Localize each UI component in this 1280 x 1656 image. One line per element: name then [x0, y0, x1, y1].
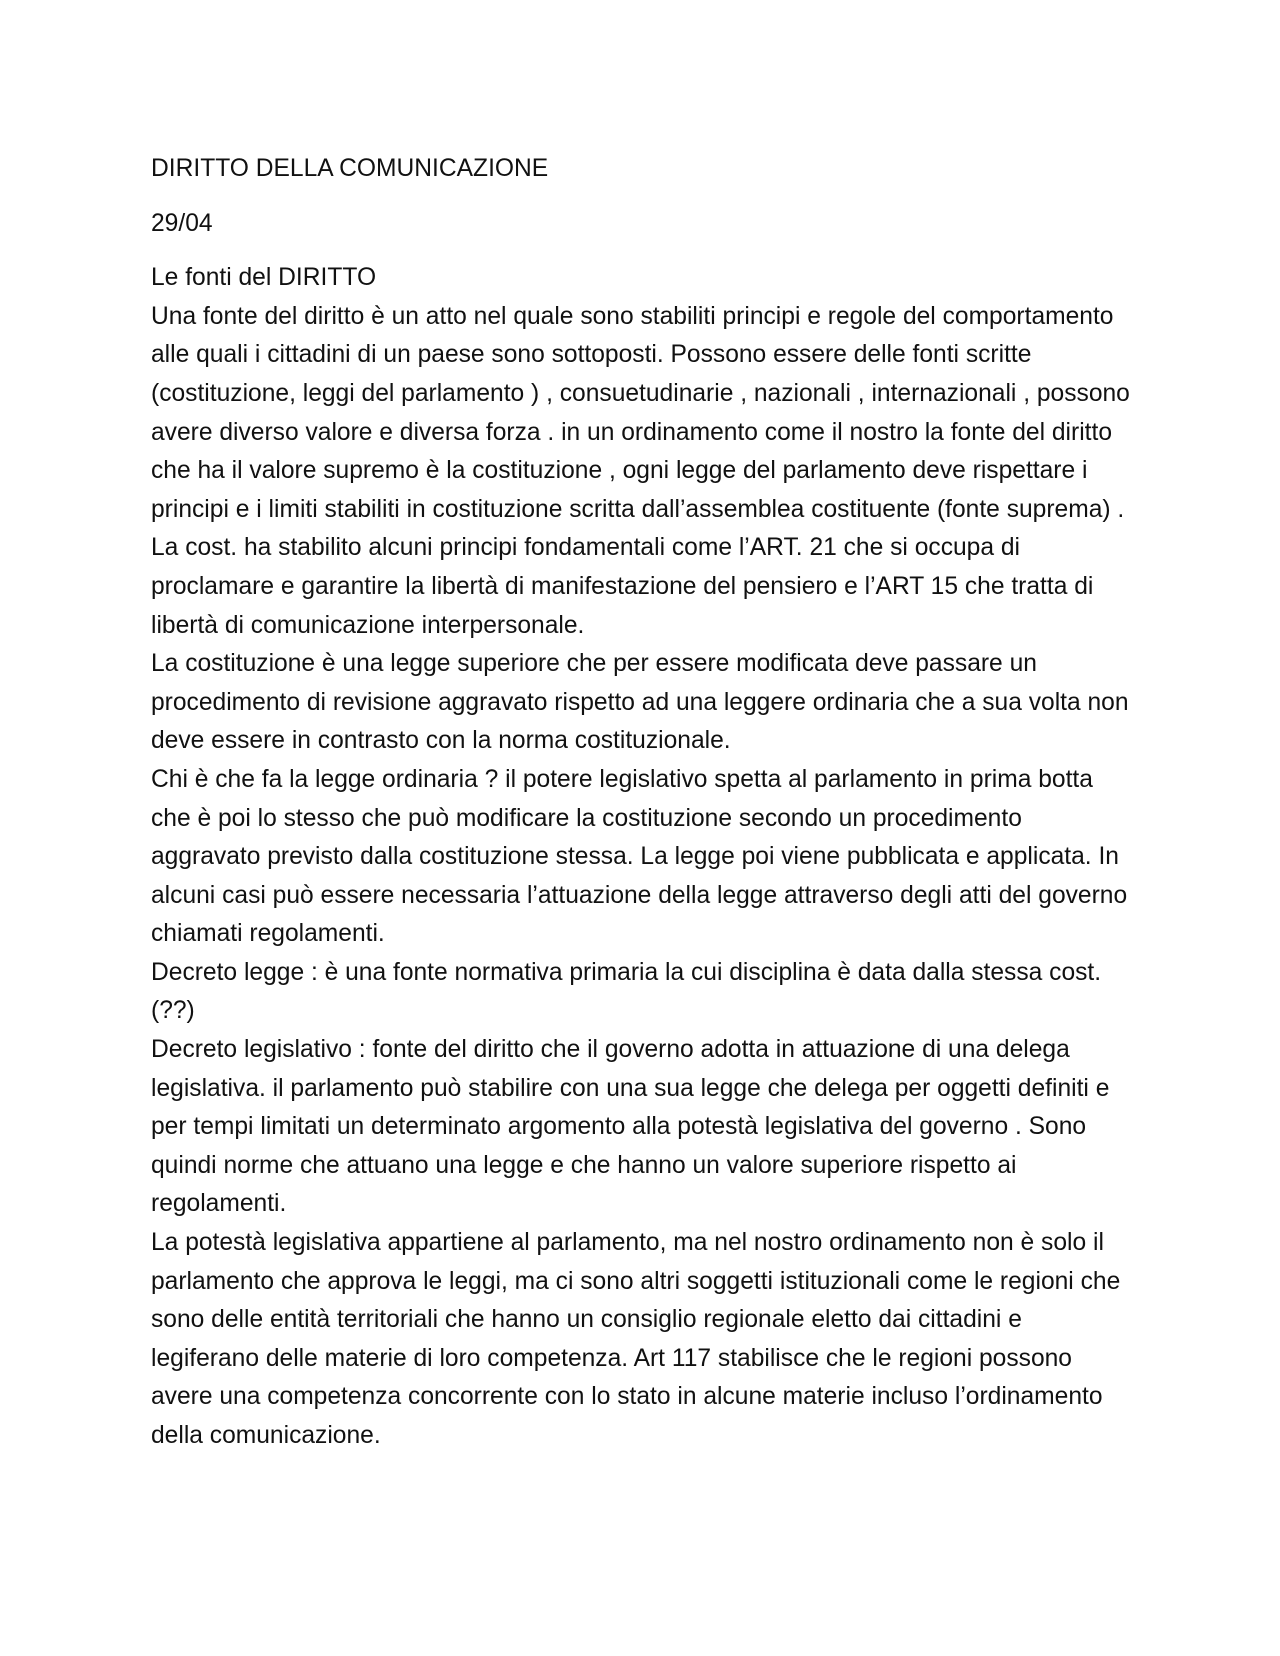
- document-date: 29/04: [151, 209, 213, 237]
- paragraph: Chi è che fa la legge ordinaria ? il potere legislativo spetta al parlamento in prima botta che è poi lo stesso che può modificare la costituzione secondo un procedimento aggravato previsto dalla costituzione stessa. La legge poi viene pubblicata e applicata. In alcuni casi può essere necessaria l’attuazione della legge attraverso degli atti del governo chiamati regolamenti.: [151, 765, 1128, 948]
- paragraph: La costituzione è una legge superiore che per essere modificata deve passare un procedimento di revisione aggravato rispetto ad una leggere ordinaria che a sua volta non deve essere in contrasto con la norma costituzionale.: [151, 650, 1129, 755]
- section-heading: Le fonti del DIRITTO: [151, 264, 377, 292]
- paragraph: Decreto legislativo : fonte del diritto che il governo adotta in attuazione di una delega legislativa. il parlamento può stabilire con una sua legge che delega per oggetti definiti e per tempi limitati un determinato argomento alla potestà legislativa del governo . Sono quindi norme che attuano una legge e che hanno un valore superiore rispetto ai regolamenti.: [151, 1036, 1110, 1218]
- document-title: DIRITTO DELLA COMUNICAZIONE: [151, 155, 549, 182]
- paragraph: La potestà legislativa appartiene al parlamento, ma nel nostro ordinamento non è solo il parlamento che approva le leggi, ma ci sono altri soggetti istituzionali come le regioni che sono delle entità territoriali che hanno un consiglio regionale eletto dai cittadini e legiferano delle materie di loro competenza. Art 117 stabilisce che le regioni possono avere una competenza concorrente con lo stato in alcune materie incluso l’ordinamento della comunicazione.: [151, 1229, 1121, 1449]
- paragraph: Una fonte del diritto è un atto nel quale sono stabiliti principi e regole del comportamento alle quali i cittadini di un paese sono sottoposti. Possono essere delle fonti scritte (costituzione, leggi del parlamento ) , consuetudinarie , nazionali , internazionali , possono avere diverso valore e diversa forza . in un ordinamento come il nostro la fonte del diritto che ha il valore supremo è la costituzione , ogni legge del parlamento deve rispettare i principi e i limiti stabiliti in costituzione scritta dall’assemblea costituente (fonte suprema) . La cost. ha stabilito alcuni principi fondamentali come l’ART. 21 che si occupa di proclamare e garantire la libertà di manifestazione del pensiero e l’ART 15 che tratta di libertà di comunicazione interpersonale.: [151, 302, 1130, 639]
- document-body: [151, 150, 1136, 1456]
- paragraph: Decreto legge : è una fonte normativa primaria la cui disciplina è data dalla stessa cost. (??): [151, 958, 1102, 1025]
